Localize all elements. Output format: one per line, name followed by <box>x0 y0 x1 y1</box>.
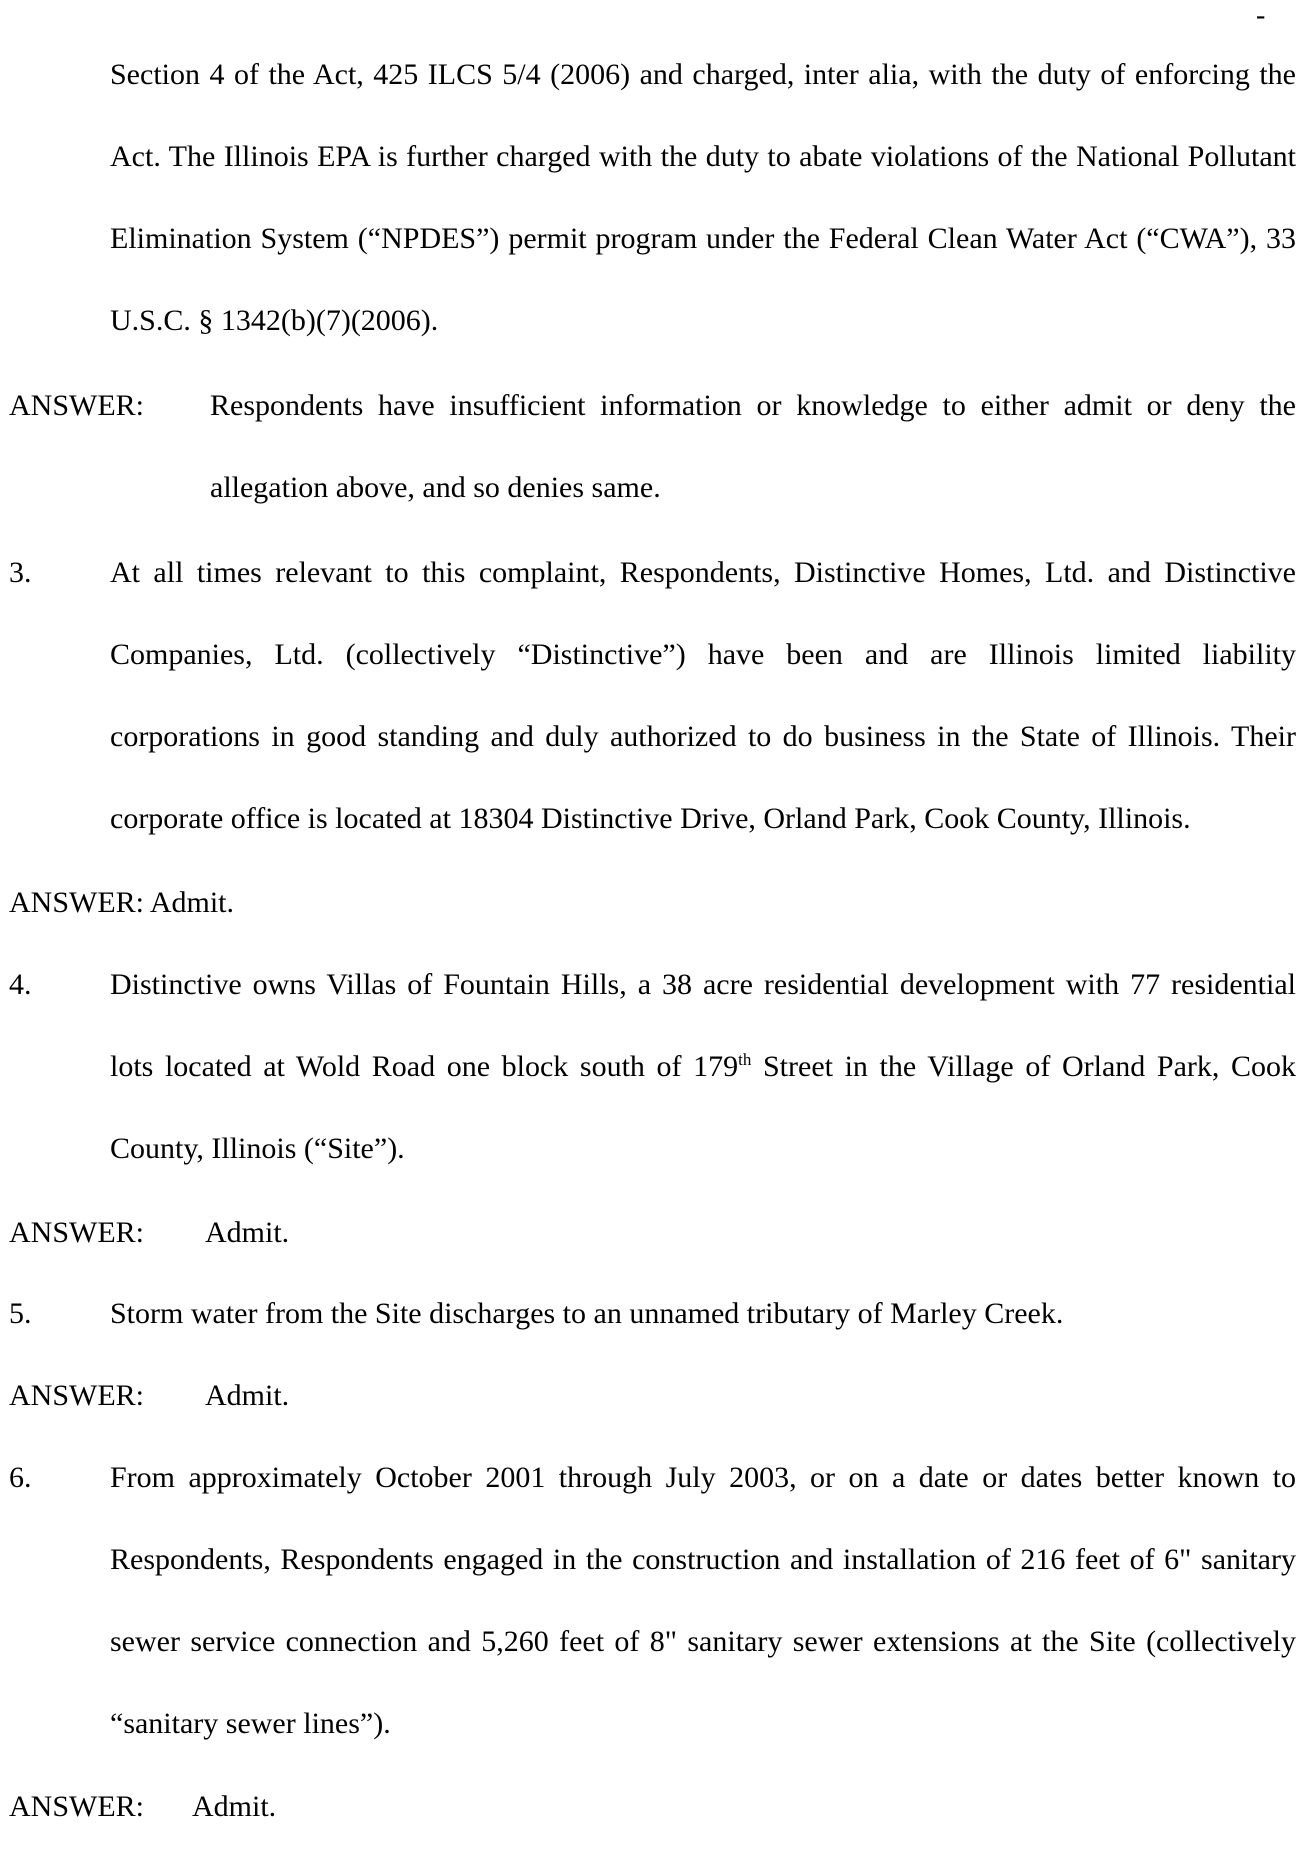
answer-2-text: Respondents have insufficient information or knowledge to either admit or deny the allegation above, and so denies same. <box>210 389 1296 504</box>
ordinal-superscript: th <box>738 1050 752 1069</box>
answer-2-label: ANSWER: <box>9 389 144 422</box>
answer-4-text: Admit. <box>205 1216 290 1249</box>
answer-6-label: ANSWER: <box>9 1790 144 1823</box>
answer-5-label: ANSWER: <box>9 1379 144 1412</box>
paragraph-6-number: 6. <box>9 1461 32 1494</box>
answer-4-label: ANSWER: <box>9 1216 144 1249</box>
answer-5-text: Admit. <box>205 1379 290 1412</box>
corner-mark: - <box>1256 0 1266 31</box>
paragraph-3-text: At all times relevant to this complaint, Respondents, Distinctive Homes, Ltd. and Distinctive Companies, Ltd. (collectively “Distinctive”) have been and are Illinois limited liability corporations in good standing and duly authorized to do business in the State of Illinois. Their corporate office is located at 18304 Distinctive Drive, Orland Park, Cook County, Illinois. <box>110 556 1296 835</box>
paragraph-3-number: 3. <box>9 556 32 589</box>
paragraph-4-number: 4. <box>9 968 32 1001</box>
paragraph-4-text-a: Distinctive owns Villas of Fountain Hills, a 38 acre residential development with 77 residential lots located at Wold Road one block south of 179 <box>110 968 1296 1083</box>
answer-3: ANSWER: Admit. <box>9 886 235 919</box>
paragraph-2-continued: Section 4 of the Act, 425 ILCS 5/4 (2006) and charged, inter alia, with the duty of enforcing the Act. The Illinois EPA is further charged with the duty to abate violations of the National Pollutant Elimination System (“NPDES”) permit program under the Federal Clean Water Act (“CWA”), 33 U.S.C. § 1342(b)(7)(2006). <box>110 58 1296 337</box>
paragraph-6-text: From approximately October 2001 through July 2003, or on a date or dates better known to Respondents, Respondents engaged in the construction and installation of 216 feet of 6" sanitary sewer service connection and 5,260 feet of 8" sanitary sewer extensions at the Site (collectively “sanitary sewer lines”). <box>110 1461 1296 1740</box>
paragraph-5-number: 5. <box>9 1297 32 1330</box>
paragraph-4-text-b: Street in the Village of Orland Park, Cook County, Illinois (“Site”). <box>110 1050 1297 1165</box>
paragraph-5-text: Storm water from the Site discharges to an unnamed tributary of Marley Creek. <box>110 1297 1064 1330</box>
answer-6-text: Admit. <box>192 1790 277 1823</box>
paragraph-4-text <box>110 944 1296 1190</box>
